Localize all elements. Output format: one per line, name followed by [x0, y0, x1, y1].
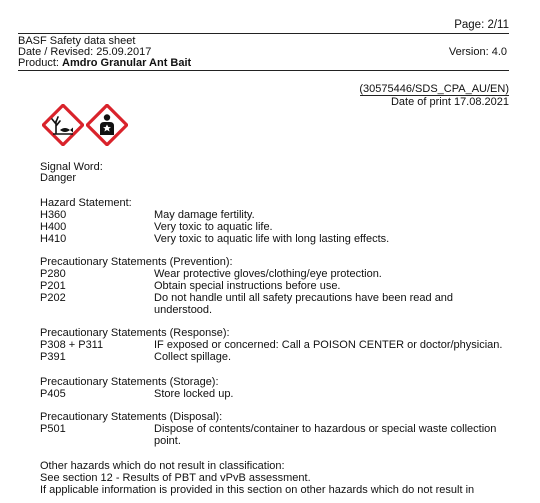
- hazard-code: H410: [40, 233, 67, 245]
- product-label: Product:: [18, 57, 59, 69]
- hazard-code: H400: [40, 221, 67, 233]
- page-number: Page: 2/11: [454, 19, 509, 31]
- prevention-text: Wear protective gloves/clothing/eye protection.: [154, 268, 382, 280]
- disposal-text: Dispose of contents/container to hazardous or special waste collection: [154, 423, 497, 435]
- other-hazards-title: Other hazards which do not result in classification:: [40, 460, 285, 472]
- version: Version: 4.0: [448, 46, 507, 58]
- response-text: Collect spillage.: [154, 351, 232, 363]
- storage-code: P405: [40, 388, 66, 400]
- hazard-text: May damage fertility.: [154, 209, 255, 221]
- hazard-text: Very toxic to aquatic life with long lasting effects.: [154, 233, 390, 245]
- signal-word-value: Danger: [40, 172, 77, 184]
- response-code: P391: [40, 351, 66, 363]
- header-rule-bottom: [18, 70, 509, 71]
- prevention-code: P201: [40, 280, 66, 292]
- prevention-code: P202: [40, 292, 66, 304]
- signal-word-label: Signal Word:: [40, 161, 103, 173]
- disposal-code: P501: [40, 423, 66, 435]
- revision-date: Date / Revised: 25.09.2017: [18, 46, 152, 58]
- disposal-title: Precautionary Statements (Disposal):: [40, 411, 223, 423]
- hazard-statement-title: Hazard Statement:: [40, 197, 132, 209]
- hazard-text: Very toxic to aquatic life.: [154, 221, 273, 233]
- prevention-code: P280: [40, 268, 66, 280]
- disposal-text-continued: point.: [154, 435, 181, 447]
- company-doc-title: BASF Safety data sheet: [18, 35, 136, 47]
- storage-title: Precautionary Statements (Storage):: [40, 376, 219, 388]
- response-text: IF exposed or concerned: Call a POISON CENTER or doctor/physician.: [154, 339, 503, 351]
- product-name: Amdro Granular Ant Bait: [62, 57, 192, 69]
- prevention-text-continued: understood.: [154, 304, 213, 316]
- health-hazard-icon: [86, 104, 128, 146]
- other-hazards-see-section: See section 12 - Results of PBT and vPvB assessment.: [40, 472, 311, 484]
- environment-hazard-icon: [42, 104, 84, 146]
- header-rule-top: [18, 33, 509, 34]
- document-code: (30575446/SDS_CPA_AU/EN): [359, 83, 509, 95]
- hazard-code: H360: [40, 209, 67, 221]
- response-code: P308 + P311: [40, 339, 104, 351]
- print-date: Date of print 17.08.2021: [390, 96, 509, 108]
- prevention-text: Do not handle until all safety precautions have been read and: [154, 292, 454, 304]
- storage-text: Store locked up.: [154, 388, 234, 400]
- prevention-title: Precautionary Statements (Prevention):: [40, 256, 233, 268]
- product-line: [18, 57, 191, 69]
- prevention-text: Obtain special instructions before use.: [154, 280, 341, 292]
- other-hazards-info: If applicable information is provided in this section on other hazards which do not result in: [40, 484, 475, 496]
- response-title: Precautionary Statements (Response):: [40, 327, 230, 339]
